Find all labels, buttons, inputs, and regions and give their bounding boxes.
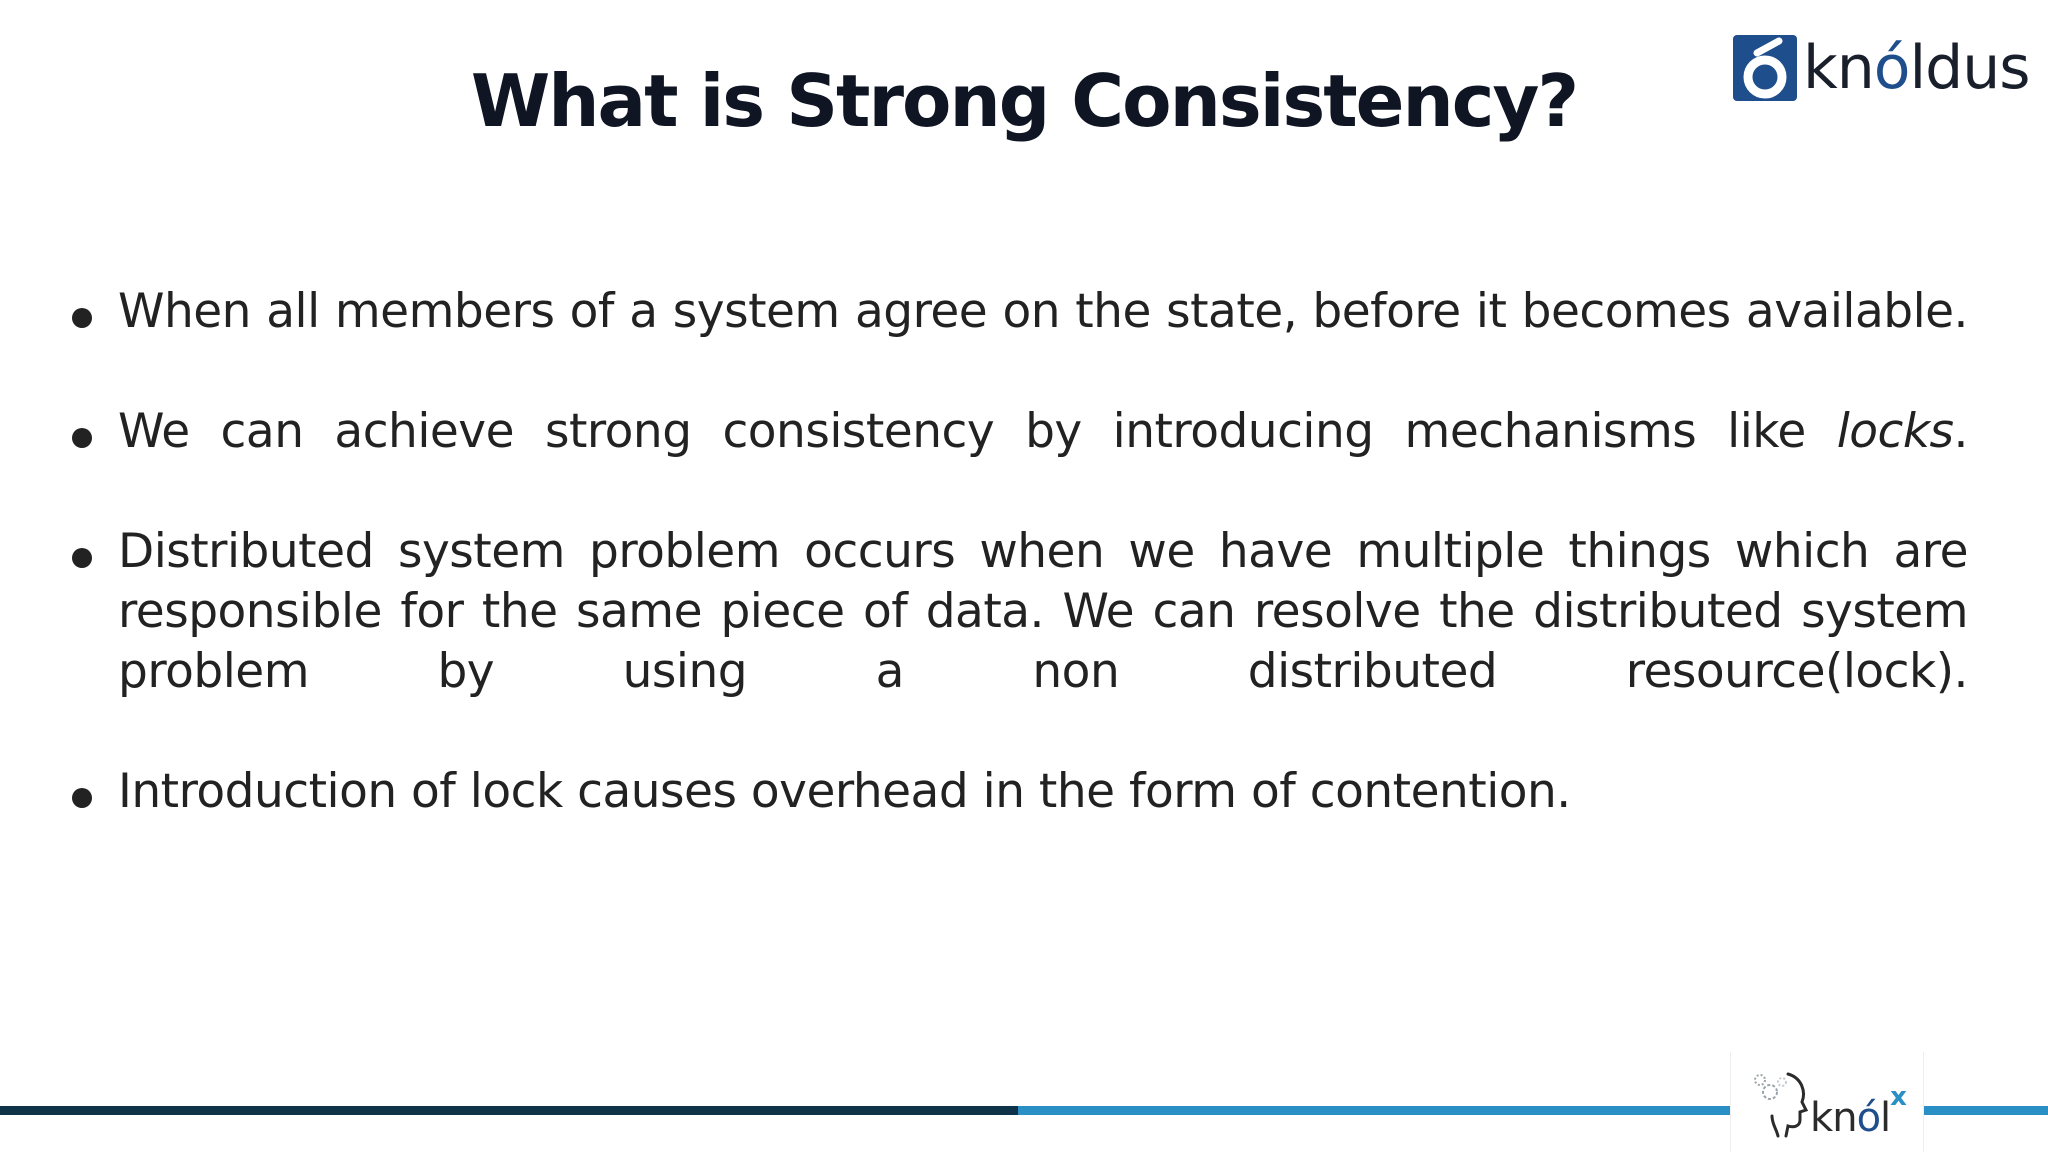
bullet-dot-icon	[72, 788, 92, 808]
bullet-emphasis: locks	[1836, 404, 1954, 459]
bullet-item	[72, 402, 1968, 462]
knolx-wordmark: knól$^x$	[1810, 1082, 1906, 1141]
knoldus-wordmark: knóldus	[1803, 33, 2030, 103]
bullet-text: Distributed system problem occurs when we have multiple things which are responsible for the same piece of data. We can resolve the distributed system problem by using a non distributed resource(lock).	[118, 524, 1968, 699]
bullet-dot-icon	[72, 308, 92, 328]
bullet-text: When all members of a system agree on the state, before it becomes available.	[118, 284, 1968, 339]
bullet-item	[72, 522, 1968, 702]
bullet-dot-icon	[72, 428, 92, 448]
head-gears-icon	[1748, 1066, 1810, 1138]
knoldus-logo-icon	[1733, 35, 1797, 101]
bullet-text-end: .	[1953, 404, 1968, 459]
bullet-item	[72, 282, 1968, 342]
footer-line-dark	[0, 1106, 1018, 1115]
slide-title: What is Strong Consistency?	[470, 59, 1578, 143]
bullet-text: We can achieve strong consistency by introducing mechanisms like	[118, 404, 1837, 459]
bullet-dot-icon	[72, 548, 92, 568]
knoldus-logo	[1733, 30, 2030, 106]
knolx-logo	[1730, 1052, 1924, 1152]
bullet-item	[72, 762, 1968, 822]
bullet-text: Introduction of lock causes overhead in the form of contention.	[118, 764, 1571, 819]
bullet-list	[72, 282, 1968, 882]
